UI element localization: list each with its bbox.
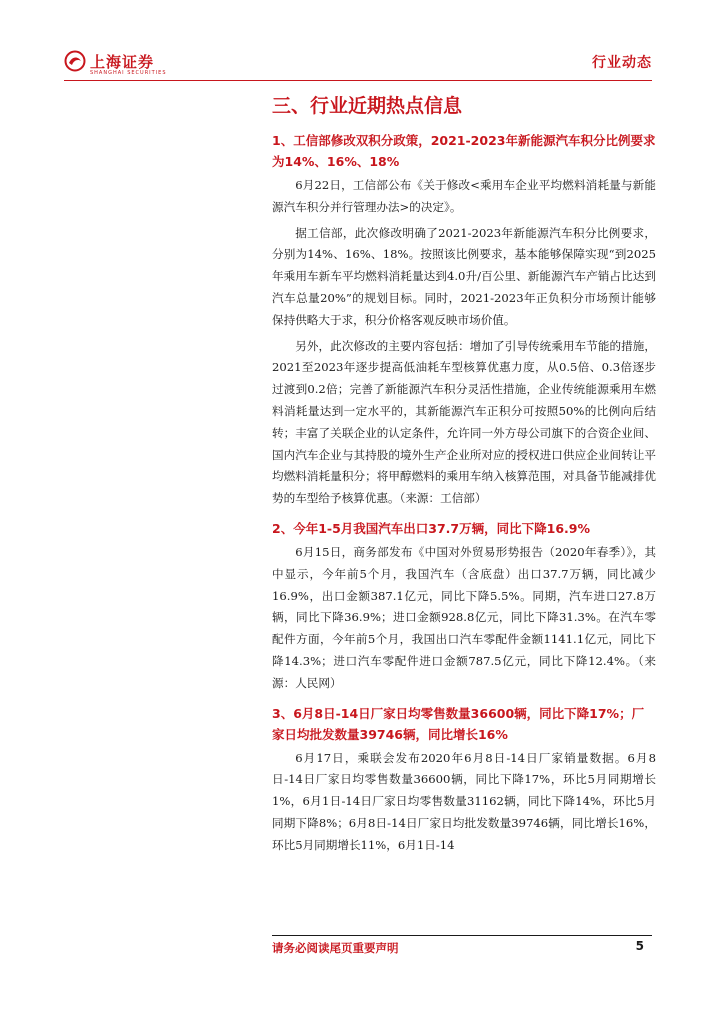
news-paragraph: 据工信部，此次修改明确了2021-2023年新能源汽车积分比例要求，分别为14%、16%、18%。按照该比例要求，基本能够保障实现“到2025年乘用车新车平均燃料消耗量达到4.0升/百公里、新能源汽车产销占比达到汽车总量20%”的规划目标。同时，2021-2023年正负积分市场预计能够保持供略大于求，积分价格客观反映市场价值。 [272,225,656,327]
footer-divider [272,935,652,936]
page-header [64,48,652,80]
logo-seal-icon [64,50,86,72]
news-title: 1、工信部修改双积分政策，2021-2023年新能源汽车积分比例要求为14%、16%、18% [272,133,656,169]
news-title: 3、6月8日-14日厂家日均零售数量36600辆，同比下降17%；厂家日均批发数量39746辆，同比增长16% [272,705,645,742]
news-title: 2、今年1-5月我国汽车出口37.7万辆，同比下降16.9% [272,520,590,536]
logo-subtext: SHANGHAI SECURITIES [90,70,167,76]
disclaimer-notice: 请务必阅读尾页重要声明 [272,941,399,955]
company-logo [64,50,154,72]
section-title: 三、行业近期热点信息 [272,95,463,117]
logo-text: 上海证券 [90,52,155,71]
news-paragraph: 另外，此次修改的主要内容包括：增加了引导传统乘用车节能的措施，2021至2023年逐步提高低油耗车型核算优惠力度，从0.5倍、0.3倍逐步过渡到0.2倍；完善了新能源汽车积分灵活性措施，企业传统能源乘用车燃料消耗量达到一定水平的，其新能源汽车正积分可按照50%的比例向后结转；丰富了关联企业的认定条件，允许同一外方母公司旗下的合资企业间、国内汽车企业与其持股的境外生产企业所对应的授权进口供应企业间转让平均燃料消耗量积分；将甲醇燃料的乘用车纳入核算范围，对具备节能减排优势的车型给予核算优惠。（来源：工信部） [272,338,656,506]
news-paragraph: 6月15日，商务部发布《中国对外贸易形势报告（2020年春季）》，其中显示，今年前5个月，我国汽车（含底盘）出口37.7万辆，同比减少16.9%，出口金额387.1亿元，同比下降5.5%。同期，汽车进口27.8万辆，同比下降36.9%；进口金额928.8亿元，同比下降31.3%。在汽车零配件方面，今年前5个月，我国出口汽车零配件金额1141.1亿元，同比下降14.3%；进口汽车零配件进口金额787.5亿元，同比下降12.4%。（来源：人民网） [272,544,656,690]
news-item-2 [272,518,656,695]
news-paragraph: 6月17日，乘联会发布2020年6月8日-14日厂家销量数据。6月8日-14日厂家日均零售数量36600辆，同比下降17%，环比5月同期增长1%，6月1日-14日厂家日均零售数量31162辆，同比下降14%，环比5月同期下降8%；6月8日-14日厂家日均批发数量39746辆，同比增长16%，环比5月同期增长11%，6月1日-14 [272,750,656,852]
news-item-3 [272,703,656,857]
news-item-1 [272,130,656,510]
main-content [272,92,656,865]
document-type-label: 行业动态 [592,55,652,71]
news-paragraph: 6月22日，工信部公布《关于修改<乘用车企业平均燃料消耗量与新能源汽车积分并行管理办法>的决定》。 [272,178,656,214]
header-divider [64,80,652,81]
page-number: 5 [635,939,644,953]
